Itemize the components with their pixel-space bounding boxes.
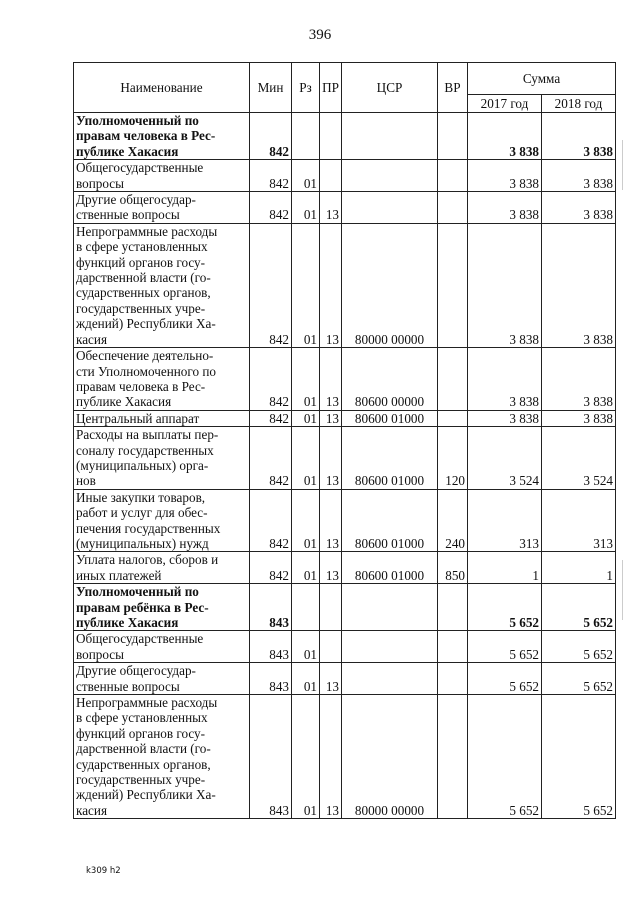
name-line: Общегосударственные xyxy=(76,160,204,176)
name-line: функций органов госу- xyxy=(76,254,206,270)
cell-name xyxy=(74,113,250,160)
name-line: публике Хакасия xyxy=(76,143,179,159)
cell-pr: 13 xyxy=(320,192,342,224)
cell-rz: 01 xyxy=(292,489,320,552)
cell-2017: 3 838 xyxy=(468,223,542,347)
cell-name xyxy=(74,489,250,552)
cell-2017: 5 652 xyxy=(468,695,542,819)
cell-vr xyxy=(438,584,468,631)
cell-2018: 3 838 xyxy=(542,113,616,160)
cell-vr: 240 xyxy=(438,489,468,552)
cell-pr: 13 xyxy=(320,552,342,584)
name-line: правам ребёнка в Рес- xyxy=(76,599,209,615)
cell-vr: 850 xyxy=(438,552,468,584)
cell-rz: 01 xyxy=(292,552,320,584)
name-line: Иные закупки товаров, xyxy=(76,489,206,505)
cell-csr: 80000 00000 xyxy=(342,223,438,347)
cell-rz: 01 xyxy=(292,427,320,490)
name-line: дарственной власти (го- xyxy=(76,741,211,757)
cell-2018: 313 xyxy=(542,489,616,552)
cell-rz: 01 xyxy=(292,410,320,426)
name-line: Центральный аппарат xyxy=(76,410,200,426)
cell-vr xyxy=(438,348,468,411)
budget-table-body xyxy=(74,113,616,819)
cell-2017: 313 xyxy=(468,489,542,552)
cell-rz xyxy=(292,113,320,160)
name-line: Непрограммные расходы xyxy=(76,695,218,711)
cell-csr: 80600 01000 xyxy=(342,552,438,584)
cell-name xyxy=(74,410,250,426)
cell-pr: 13 xyxy=(320,663,342,695)
table-row xyxy=(74,584,616,631)
table-row xyxy=(74,663,616,695)
cell-csr xyxy=(342,192,438,224)
cell-pr: 13 xyxy=(320,410,342,426)
cell-name xyxy=(74,584,250,631)
cell-csr xyxy=(342,631,438,663)
cell-name xyxy=(74,631,250,663)
cell-name xyxy=(74,427,250,490)
cell-name xyxy=(74,552,250,584)
table-row xyxy=(74,160,616,192)
header-csr: ЦСР xyxy=(342,63,438,113)
name-line: правам человека в Рес- xyxy=(76,378,206,394)
cell-rz: 01 xyxy=(292,663,320,695)
cell-2018: 5 652 xyxy=(542,631,616,663)
cell-rz: 01 xyxy=(292,695,320,819)
cell-pr xyxy=(320,631,342,663)
cell-2018: 5 652 xyxy=(542,695,616,819)
cell-2018: 3 838 xyxy=(542,410,616,426)
cell-min: 842 xyxy=(250,410,292,426)
cell-csr: 80600 01000 xyxy=(342,410,438,426)
header-rz: Рз xyxy=(292,63,320,113)
cell-2017: 3 838 xyxy=(468,160,542,192)
name-line: иных платежей xyxy=(76,567,162,583)
name-line: (муниципальных) нужд xyxy=(76,535,209,551)
name-line: вопросы xyxy=(76,175,125,191)
cell-pr xyxy=(320,584,342,631)
name-line: Обеспечение деятельно- xyxy=(76,348,214,364)
name-line: государственных учре- xyxy=(76,772,206,788)
name-line: ственные вопросы xyxy=(76,678,180,694)
cell-csr: 80600 01000 xyxy=(342,427,438,490)
name-line: ждений) Республики Ха- xyxy=(76,787,216,803)
cell-vr xyxy=(438,663,468,695)
name-line: Общегосударственные xyxy=(76,631,204,647)
cell-min: 843 xyxy=(250,631,292,663)
name-line: нов xyxy=(76,473,96,489)
cell-2018: 3 838 xyxy=(542,192,616,224)
cell-min: 842 xyxy=(250,113,292,160)
name-line: ственные вопросы xyxy=(76,207,180,223)
cell-rz: 01 xyxy=(292,631,320,663)
cell-csr: 80000 00000 xyxy=(342,695,438,819)
cell-2017: 3 838 xyxy=(468,192,542,224)
cell-vr: 120 xyxy=(438,427,468,490)
cell-2017: 1 xyxy=(468,552,542,584)
name-line: Уполномоченный по xyxy=(76,584,199,600)
cell-rz xyxy=(292,584,320,631)
table-row xyxy=(74,192,616,224)
cell-2017: 3 838 xyxy=(468,410,542,426)
cell-2017: 5 652 xyxy=(468,584,542,631)
header-year-2018: 2018 год xyxy=(542,95,616,113)
cell-csr xyxy=(342,160,438,192)
cell-name xyxy=(74,695,250,819)
cell-min: 842 xyxy=(250,427,292,490)
cell-pr: 13 xyxy=(320,348,342,411)
cell-2017: 3 838 xyxy=(468,348,542,411)
cell-min: 843 xyxy=(250,695,292,819)
cell-rz: 01 xyxy=(292,348,320,411)
name-line: касия xyxy=(76,802,108,818)
cell-rz: 01 xyxy=(292,160,320,192)
header-name: Наименование xyxy=(74,63,250,113)
name-line: Другие общегосудар- xyxy=(76,663,196,679)
name-line: ждений) Республики Ха- xyxy=(76,316,216,332)
cell-2018: 5 652 xyxy=(542,663,616,695)
cell-csr xyxy=(342,113,438,160)
footer-code: k309 h2 xyxy=(86,866,121,876)
name-line: Уплата налогов, сборов и xyxy=(76,552,219,568)
cell-csr xyxy=(342,663,438,695)
scan-edge-mark xyxy=(622,140,623,190)
cell-vr xyxy=(438,410,468,426)
cell-vr xyxy=(438,160,468,192)
cell-2018: 5 652 xyxy=(542,584,616,631)
scan-edge-mark xyxy=(622,560,623,620)
table-row xyxy=(74,552,616,584)
name-line: (муниципальных) орга- xyxy=(76,457,209,473)
cell-vr xyxy=(438,695,468,819)
table-row xyxy=(74,631,616,663)
header-vr: ВР xyxy=(438,63,468,113)
cell-2018: 1 xyxy=(542,552,616,584)
cell-name xyxy=(74,348,250,411)
name-line: в сфере установленных xyxy=(76,239,208,255)
name-line: публике Хакасия xyxy=(76,615,179,630)
cell-2018: 3 838 xyxy=(542,160,616,192)
name-line: дарственной власти (го- xyxy=(76,270,211,286)
cell-2018: 3 838 xyxy=(542,348,616,411)
cell-min: 842 xyxy=(250,348,292,411)
cell-min: 843 xyxy=(250,663,292,695)
name-line: Непрограммные расходы xyxy=(76,223,218,239)
cell-name xyxy=(74,160,250,192)
cell-rz: 01 xyxy=(292,223,320,347)
name-line: сти Уполномоченного по xyxy=(76,363,217,379)
name-line: публике Хакасия xyxy=(76,394,172,410)
cell-pr xyxy=(320,113,342,160)
cell-min: 842 xyxy=(250,489,292,552)
table-row xyxy=(74,489,616,552)
cell-name xyxy=(74,223,250,347)
cell-rz: 01 xyxy=(292,192,320,224)
name-line: Уполномоченный по xyxy=(76,113,199,128)
name-line: сударственных органов, xyxy=(76,285,211,301)
cell-min: 842 xyxy=(250,160,292,192)
cell-pr: 13 xyxy=(320,223,342,347)
cell-vr xyxy=(438,192,468,224)
name-line: государственных учре- xyxy=(76,300,206,316)
cell-min: 843 xyxy=(250,584,292,631)
page-number: 396 xyxy=(308,27,332,43)
cell-min: 842 xyxy=(250,192,292,224)
header-sum: Сумма xyxy=(468,63,616,95)
header-min: Мин xyxy=(250,63,292,113)
cell-2017: 3 838 xyxy=(468,113,542,160)
name-line: соналу государственных xyxy=(76,442,214,458)
table-row xyxy=(74,348,616,411)
cell-2017: 5 652 xyxy=(468,631,542,663)
cell-name xyxy=(74,663,250,695)
cell-2017: 5 652 xyxy=(468,663,542,695)
cell-pr: 13 xyxy=(320,489,342,552)
name-line: Расходы на выплаты пер- xyxy=(76,427,219,443)
name-line: правам человека в Рес- xyxy=(76,128,216,144)
name-line: печения государственных xyxy=(76,520,221,536)
cell-vr xyxy=(438,223,468,347)
cell-2018: 3 524 xyxy=(542,427,616,490)
name-line: в сфере установленных xyxy=(76,710,208,726)
cell-pr xyxy=(320,160,342,192)
name-line: сударственных органов, xyxy=(76,756,211,772)
cell-2017: 3 524 xyxy=(468,427,542,490)
table-row xyxy=(74,223,616,347)
cell-pr: 13 xyxy=(320,427,342,490)
name-line: Другие общегосудар- xyxy=(76,192,196,208)
name-line: касия xyxy=(76,331,108,347)
table-row xyxy=(74,113,616,160)
cell-pr: 13 xyxy=(320,695,342,819)
cell-csr xyxy=(342,584,438,631)
table-row xyxy=(74,410,616,426)
cell-min: 842 xyxy=(250,223,292,347)
cell-2018: 3 838 xyxy=(542,223,616,347)
cell-csr: 80600 00000 xyxy=(342,348,438,411)
table-row xyxy=(74,695,616,819)
name-line: функций органов госу- xyxy=(76,725,206,741)
header-year-2017: 2017 год xyxy=(468,95,542,113)
table-row xyxy=(74,427,616,490)
cell-csr: 80600 01000 xyxy=(342,489,438,552)
cell-vr xyxy=(438,631,468,663)
cell-vr xyxy=(438,113,468,160)
name-line: вопросы xyxy=(76,646,125,662)
cell-min: 842 xyxy=(250,552,292,584)
budget-table xyxy=(73,62,616,819)
name-line: работ и услуг для обес- xyxy=(76,505,208,521)
header-pr: ПР xyxy=(320,63,342,113)
cell-name xyxy=(74,192,250,224)
